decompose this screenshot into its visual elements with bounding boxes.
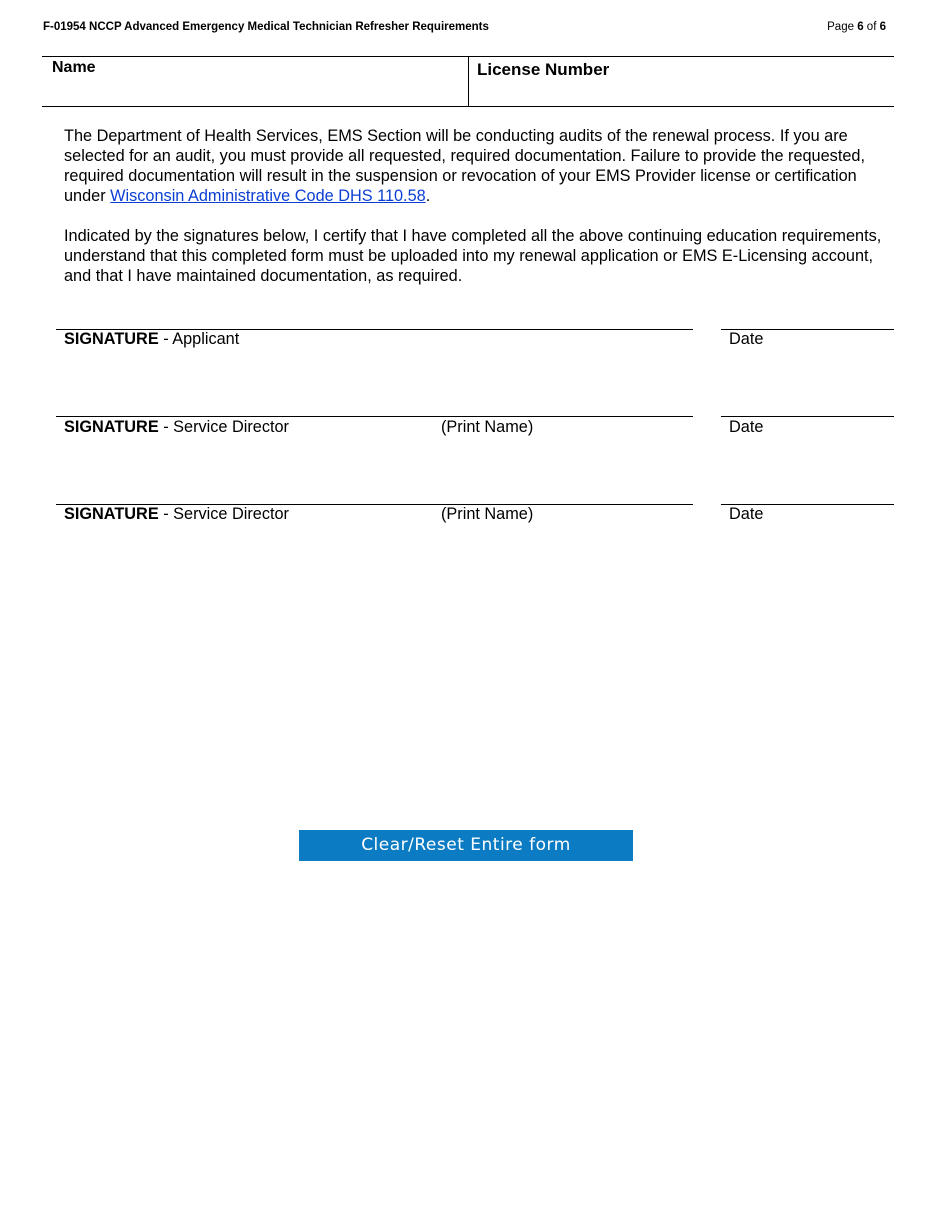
page-indicator [827,21,886,33]
director1-signature-label [64,418,289,437]
applicant-signature-label [64,330,239,349]
name-field[interactable] [48,81,462,103]
audit-paragraph [64,126,894,206]
name-cell [42,57,469,106]
signature-bold: SIGNATURE [64,505,159,523]
page-prefix: Page [827,21,858,33]
license-label: License Number [477,60,610,79]
page-current: 6 [857,21,864,33]
director2-print-name-label: (Print Name) [441,505,534,523]
director2-signature-label [64,505,289,524]
identity-table [42,56,894,107]
page-total: 6 [879,21,886,33]
director2-date-field[interactable] [726,481,894,505]
signature-bold: SIGNATURE [64,330,159,348]
signature-bold: SIGNATURE [64,418,159,436]
name-label: Name [52,59,96,76]
applicant-date-label: Date [729,330,764,348]
signature-role: - Service Director [158,418,289,436]
certify-paragraph: Indicated by the signatures below, I certify that I have completed all the above continuing education requirements, understand that this completed form must be uploaded into my renewal application or EMS E-Licensing account, and that I have maintained documentation, as required. [64,227,882,285]
director1-print-name-field[interactable] [438,393,692,417]
audit-text-end: . [425,187,431,205]
director2-signature-field[interactable] [62,481,426,505]
director1-date-label: Date [729,418,764,436]
director2-date-label: Date [729,505,764,523]
page-of: of [863,21,880,33]
director1-print-name-label: (Print Name) [441,418,534,436]
director2-print-name-field[interactable] [438,481,692,505]
dhs-code-link[interactable]: Wisconsin Administrative Code DHS 110.58 [110,187,426,205]
signature-role: - Service Director [158,505,289,523]
director1-date-field[interactable] [726,393,894,417]
license-cell [469,57,894,106]
applicant-signature-field[interactable] [62,306,686,330]
form-title: F-01954 NCCP Advanced Emergency Medical Technician Refresher Requirements [43,21,489,33]
signature-role: - Applicant [158,330,240,348]
license-number-field[interactable] [475,81,888,103]
applicant-date-field[interactable] [726,306,894,330]
director1-signature-line [56,416,693,417]
director1-date-line [721,416,894,417]
audit-text: The Department of Health Services, EMS Section will be conducting audits of the renewal process. If you are selected for an audit, you must provide all requested, required documentation. Failure to provide the requested, required documentation will result in the suspension or revocation of your EMS Provider license or certification under [64,127,865,205]
clear-reset-form-button[interactable]: Clear/Reset Entire form [299,830,633,861]
director1-signature-field[interactable] [62,393,426,417]
